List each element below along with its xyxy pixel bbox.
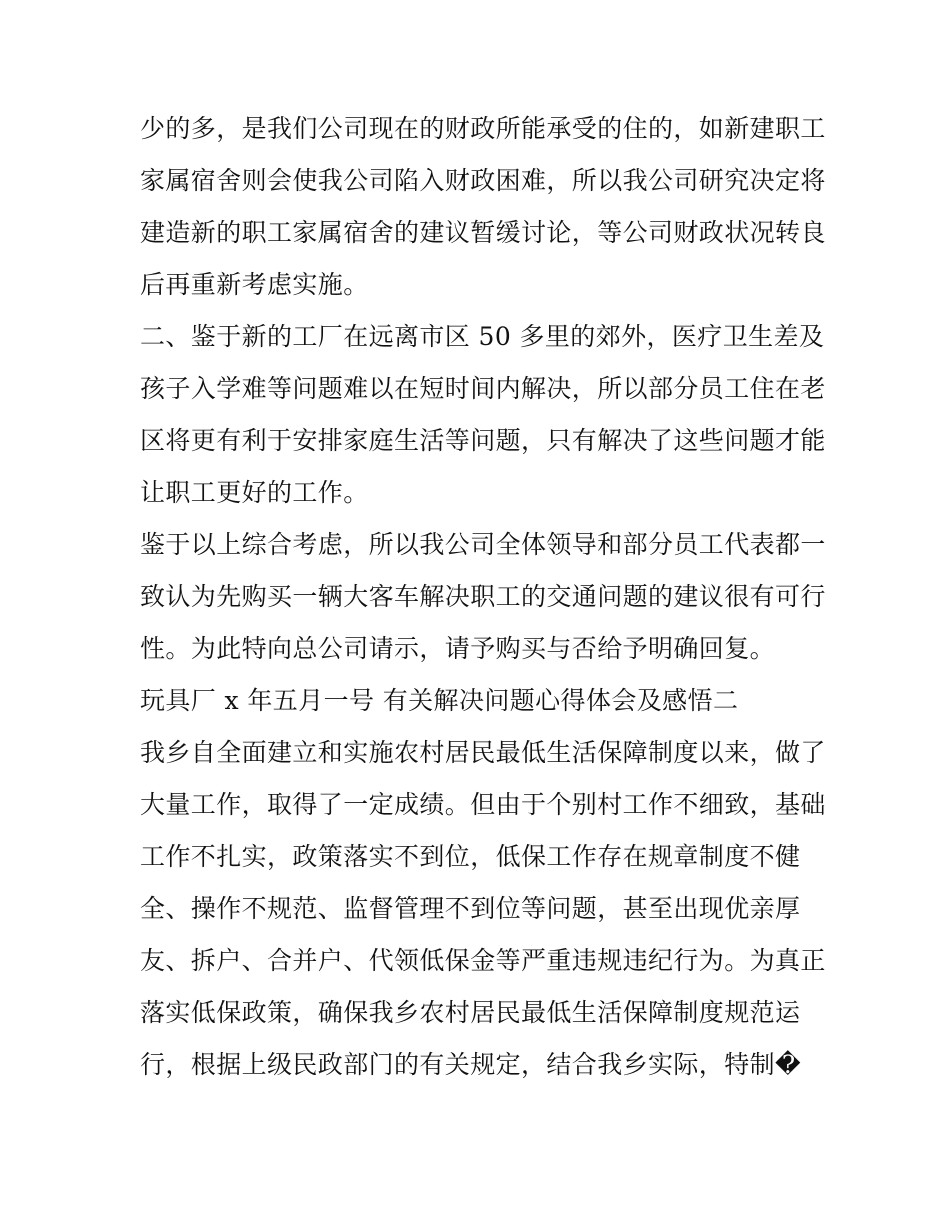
text-line: 区将更有利于安排家庭生活等问题，只有解决了这些问题才能 xyxy=(140,426,826,455)
text-line: 后再重新考虑实施。 xyxy=(140,270,369,299)
text-line: 建造新的职工家属宿舍的建议暂缓讨论，等公司财政状况转良 xyxy=(140,218,826,247)
text-line: 行，根据上级民政部门的有关规定，结合我乡实际，特制� xyxy=(140,1050,802,1079)
text-line: 让职工更好的工作。 xyxy=(140,478,369,507)
text-line: 全、操作不规范、监督管理不到位等问题，甚至出现优亲厚 xyxy=(140,894,801,923)
text-line: 二、鉴于新的工厂在远离市区 50 多里的郊外，医疗卫生差及 xyxy=(140,322,825,351)
text-line: 友、拆户、合并户、代领低保金等严重违规违纪行为。为真正 xyxy=(140,946,826,975)
text-line: 大量工作，取得了一定成绩。但由于个别村工作不细致，基础 xyxy=(140,790,826,819)
text-line: 鉴于以上综合考虑，所以我公司全体领导和部分员工代表都一 xyxy=(140,530,826,559)
text-line: 少的多，是我们公司现在的财政所能承受的住的，如新建职工 xyxy=(140,114,826,143)
text-line: 致认为先购买一辆大客车解决职工的交通问题的建议很有可行 xyxy=(140,582,826,611)
text-line: 孩子入学难等问题难以在短时间内解决，所以部分员工住在老 xyxy=(140,374,826,403)
text-line: 家属宿舍则会使我公司陷入财政困难，所以我公司研究决定将 xyxy=(140,166,826,195)
text-line: 玩具厂 x 年五月一号 有关解决问题心得体会及感悟二 xyxy=(140,686,739,715)
text-line: 我乡自全面建立和实施农村居民最低生活保障制度以来，做了 xyxy=(140,738,826,767)
body-text xyxy=(140,103,826,1091)
text-line: 工作不扎实，政策落实不到位，低保工作存在规章制度不健 xyxy=(140,842,801,871)
text-line: 落实低保政策，确保我乡农村居民最低生活保障制度规范运 xyxy=(140,998,801,1027)
text-line: 性。为此特向总公司请示，请予购买与否给予明确回复。 xyxy=(140,634,776,663)
